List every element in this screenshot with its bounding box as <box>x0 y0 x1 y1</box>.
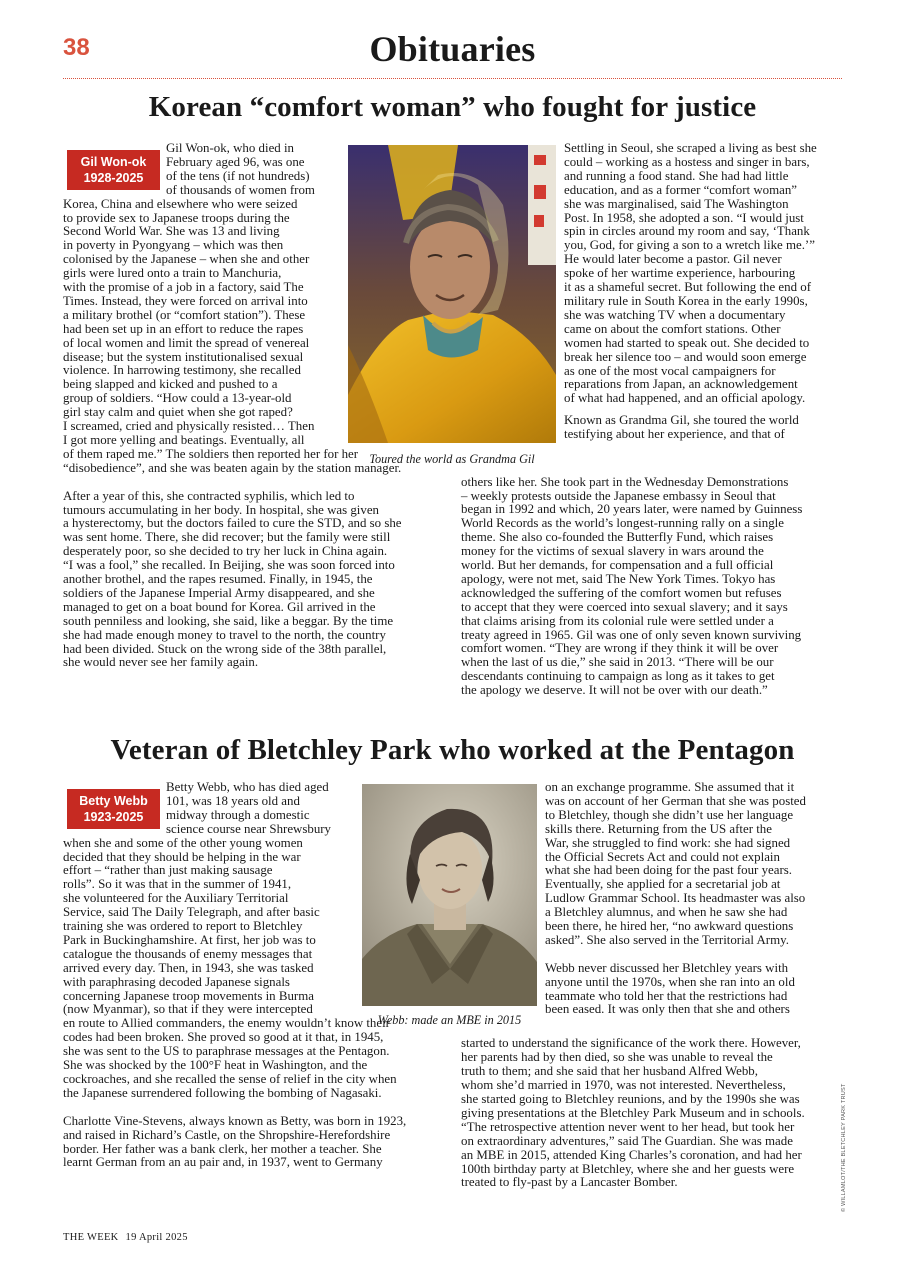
text-line: another brothel, and the rapes resumed. Finally, in 1945, the <box>63 572 373 587</box>
text-line: testifying about her experience, and that of <box>564 427 785 442</box>
text-line: with paraphrasing decoded Japanese signals <box>63 974 290 989</box>
text-line: of them raped me.” The soldiers then reported her for her <box>63 446 359 461</box>
text-line: world. But her demands, for compensation and a full official <box>461 558 774 573</box>
text-line: science course near Shrewsbury <box>166 821 332 836</box>
text-line: Second World War. She was 13 and living <box>63 224 280 239</box>
text-line: on an exchange programme. She assumed that it <box>545 780 795 794</box>
text-line: to provide sex to Japanese troops during the <box>63 210 290 225</box>
text-line: when she and some of the other young women <box>63 835 303 850</box>
text-line: of thousands of women from <box>166 182 315 197</box>
text-line: violence. In harrowing testimony, she recalled <box>63 363 301 378</box>
text-line: of the tens (if not hundreds) <box>166 168 310 183</box>
text-line: spin in circles around my room and say, ‘Thank <box>564 224 810 239</box>
text-line: on extraordinary adventures,” said The Guardian. She was made <box>461 1133 793 1148</box>
text-line: managed to get on a boat bound for Korea. Gil arrived in the <box>63 599 376 614</box>
publication-name: THE WEEK <box>63 1232 119 1243</box>
text-line: it as a shameful secret. But following the end of <box>564 280 812 295</box>
text-line: descendants continuing to campaign as long as it takes to get <box>461 669 775 684</box>
text-line: World Records as the world’s longest-running rally on a single <box>461 516 784 531</box>
text-line: “I was a fool,” she recalled. In Beijing, she was soon forced into <box>63 558 395 573</box>
text-line: treaty agreed in 1965. Gil was one of only seven known surviving <box>461 627 802 642</box>
text-line: of local women and limit the spread of venereal <box>63 335 310 350</box>
text-line: Webb never discussed her Bletchley years with <box>545 960 789 975</box>
text-line: colonised by the Japanese – when she and other <box>63 252 310 267</box>
text-line: she had made enough money to travel to the north, the country <box>63 627 386 642</box>
text-line: soldiers of the Japanese Imperial Army disappeared, and she <box>63 585 375 600</box>
article-1-headline: Korean “comfort woman” who fought for justice <box>148 91 757 123</box>
text-line: Betty Webb, who has died aged <box>166 780 329 794</box>
text-line: codes had been broken. She proved so good at it that, in 1945, <box>63 1030 384 1045</box>
text-line: border. Her father was a bank clerk, her mother a teacher. She <box>63 1141 382 1156</box>
text-line: apology, were not met, said The New York Times. Tokyo has <box>461 571 776 586</box>
text-line: had been divided. Stuck on the wrong side of the 38th parallel, <box>63 641 387 656</box>
text-line: “The retrospective attention never went to her head, but took her <box>461 1119 795 1134</box>
text-line: and raised in Richard’s Castle, on the Shropshire-Herefordshire <box>63 1127 391 1142</box>
text-line: cockroaches, and she recalled the sense of relief in the city when <box>63 1072 397 1086</box>
text-line: rolls”. So it was that in the summer of 1941, <box>63 877 292 892</box>
text-line: she started going to Bletchley reunions, and by the 1990s she was <box>461 1092 800 1107</box>
text-line: Gil Won-ok, who died in <box>166 141 294 155</box>
text-line: she was sent to the US to paraphrase messages at the Pentagon. <box>63 1044 390 1059</box>
text-line: comfort women. “They are wrong if they think it will be over <box>461 641 779 656</box>
text-line: Settling in Seoul, she scraped a living as best she <box>564 141 817 155</box>
text-line: military rule in South Korea in the early 1990s, <box>564 293 808 308</box>
text-line: concerning Japanese troop movements in Burma <box>63 988 314 1003</box>
article-1-photo-caption: Toured the world as Grandma Gil <box>369 452 535 466</box>
text-line: when the last of us die,” she said in 2013. “There will be our <box>461 655 774 670</box>
article-2-photo-caption: Webb: made an MBE in 2015 <box>377 1013 522 1027</box>
text-line: Charlotte Vine-Stevens, always known as Betty, was born in 1923, <box>63 1113 407 1128</box>
article-2-headline: Veteran of Bletchley Park who worked at the Pentagon <box>110 734 795 766</box>
text-line: Ludlow Grammar School. Its headmaster was also <box>545 891 806 906</box>
text-line: she would never see her family again. <box>63 655 259 670</box>
text-line: her parents had by then died, so she was unable to reveal the <box>461 1050 773 1065</box>
text-line: an MBE in 2015, attended King Charles’s coronation, and had her <box>461 1147 802 1162</box>
article-2-body-col1 <box>63 837 406 1171</box>
text-line: started to understand the significance of the work there. However, <box>461 1036 801 1051</box>
text-line: you, God, for giving a son to a wretch like me.’” <box>564 238 815 253</box>
text-line: tumours accumulating in her body. In hospital, she was given <box>63 502 379 517</box>
text-line: February aged 96, was one <box>166 154 305 169</box>
text-line: was on account of her German that she was posted <box>545 793 806 808</box>
article-1-name-badge <box>67 150 160 190</box>
text-line: catalogue the thousands of enemy messages that <box>63 946 313 961</box>
text-line: reparations from Japan, an acknowledgement <box>564 377 798 392</box>
text-line: being slapped and kicked and pushed to a <box>63 377 278 392</box>
text-line: with the promise of a job in a factory, said The <box>63 280 304 295</box>
paragraph-gap <box>545 948 806 962</box>
text-line: girls were lured onto a train to Manchuria, <box>63 266 282 281</box>
text-line: been there, he hired her, “no awkward questions <box>545 919 794 934</box>
text-line: War, she struggled to find work: she had signed <box>545 835 791 850</box>
text-line: effort – “rather than just making sausage <box>63 863 273 878</box>
text-line: money for the victims of sexual slavery in wars around the <box>461 544 764 559</box>
text-line: desperately poor, so she decided to try her luck in China again. <box>63 544 388 559</box>
text-line: 101, was 18 years old and <box>166 793 300 808</box>
text-line: truth to them; and she said that her husband Alfred Webb, <box>461 1064 758 1079</box>
text-line: Times. Instead, they were forced on arrival into <box>63 293 308 308</box>
text-line: Park in Buckinghamshire. At first, her job was to <box>63 932 316 947</box>
text-line: spoke of her wartime experience, harbouring <box>564 266 796 281</box>
text-line: break her silence too – and would soon emerge <box>564 349 807 364</box>
article-2-name-badge <box>67 789 160 829</box>
article-1-body-col1 <box>63 198 402 671</box>
text-line: came on about the comfort stations. Other <box>564 321 781 336</box>
badge-years: 1928-2025 <box>83 171 144 185</box>
text-line: was sent home. There, she did recover; but the family were still <box>63 530 391 545</box>
text-line: the Official Secrets Act and could not explain <box>545 849 780 864</box>
text-line: began in 1992 and which, 20 years later, were named by Guinness <box>461 502 803 517</box>
text-line: “disobedience”, and she was beaten again by the station manager. <box>63 460 402 475</box>
badge-name: Betty Webb <box>79 794 148 808</box>
text-line: what she had been doing for the past four years. <box>545 863 792 878</box>
page-footer <box>63 1232 188 1243</box>
text-line: en route to Allied commanders, the enemy wouldn’t know their <box>63 1016 390 1031</box>
text-line: whom she’d married in 1970, was not interested. Nevertheless, <box>461 1078 786 1093</box>
issue-date: 19 April 2025 <box>125 1232 188 1243</box>
paragraph-gap <box>63 476 402 490</box>
text-line: a Bletchley alumnus, and when he saw she had <box>545 905 788 920</box>
text-line: training she was ordered to report to Bletchley <box>63 919 303 934</box>
text-line: Eventually, she applied for a secretarial job at <box>545 877 781 892</box>
text-line: decided that they should be helping in the war <box>63 849 301 864</box>
text-line: south penniless and looking, she said, like a beggar. By the time <box>63 613 394 628</box>
text-line: She was shocked by the 100°F heat in Washington, and the <box>63 1058 368 1073</box>
text-line: education, and as a former “comfort woman” <box>564 182 798 197</box>
text-line: could – working as a hostess and singer in bars, <box>564 154 810 169</box>
text-line: a military brothel (or “comfort station”). These <box>63 307 306 322</box>
paragraph-gap <box>63 1101 406 1115</box>
text-line: girl stay calm and quiet when she got raped? <box>63 405 293 420</box>
text-line: and running a food stand. She had had little <box>564 168 789 183</box>
text-line: – weekly protests outside the Japanese embassy in Seoul that <box>461 488 776 503</box>
text-line: a hysterectomy, but the doctors failed to cure the STD, and so she <box>63 516 402 531</box>
text-line: arrived every day. Then, in 1943, she was tasked <box>63 960 314 975</box>
text-line: anyone until the 1970s, when she ran into an old <box>545 974 795 989</box>
article-1-body-col3 <box>564 142 817 442</box>
text-line: of what had happened, and an official apology. <box>564 391 806 406</box>
text-line: teammate who told her that the restrictions had <box>545 988 788 1003</box>
text-line: women had started to speak out. She decided to <box>564 335 810 350</box>
section-title: Obituaries <box>369 29 536 69</box>
text-line: acknowledged the suffering of the comfort women but refuses <box>461 585 782 600</box>
text-line: in poverty in Pyongyang – which was then <box>63 238 284 253</box>
text-line: she was watching TV when a documentary <box>564 307 786 322</box>
badge-name: Gil Won-ok <box>80 155 147 169</box>
text-line: had been set up in an effort to reduce the rapes <box>63 321 304 336</box>
text-line: the Japanese surrendered following the bombing of Nagasaki. <box>63 1085 382 1100</box>
text-line: she volunteered for the Auxiliary Territorial <box>63 891 289 906</box>
text-line: 100th birthday party at Bletchley, where she and her guests were <box>461 1161 795 1176</box>
text-line: to accept that they were coerced into sexual slavery; and it says <box>461 599 788 614</box>
text-line: learnt German from an au pair and, in 1937, went to Germany <box>63 1155 383 1170</box>
text-line: giving presentations at the Bletchley Park Museum and in schools. <box>461 1105 805 1120</box>
article-1-body <box>166 142 315 198</box>
page-number: 38 <box>63 34 90 61</box>
text-line: I got more yelling and beatings. Eventually, all <box>63 433 305 447</box>
text-line: He would later become a pastor. Gil never <box>564 252 782 267</box>
text-line: others like her. She took part in the Wednesday Demonstrations <box>461 474 789 489</box>
article-2-body-col3 <box>545 781 806 1017</box>
text-line: Post. In 1958, she adopted a son. “I would just <box>564 210 804 225</box>
text-line: to Bletchley, though she didn’t use her language <box>545 807 794 822</box>
header-divider <box>63 78 842 79</box>
text-line: theme. She also co-founded the Butterfly Fund, which raises <box>461 530 774 545</box>
text-line: After a year of this, she contracted syphilis, which led to <box>63 488 355 503</box>
text-line: disease; but the system institutionalised sexual <box>63 349 304 364</box>
text-line: she was marginalised, said The Washington <box>564 196 789 211</box>
text-line: treated to fly-past by a Lancaster Bomber. <box>461 1175 678 1190</box>
text-line: Known as Grandma Gil, she toured the world <box>564 413 799 428</box>
text-line: the apology we deserve. It will not be over with our death.” <box>461 683 768 698</box>
badge-years: 1923-2025 <box>83 810 144 824</box>
text-line: been eased. It was only then that she and others <box>545 1002 790 1017</box>
article-2-body-wide <box>461 1037 805 1190</box>
article-1-body-wide <box>461 476 802 699</box>
text-line: group of soldiers. “How could a 13-year-old <box>63 391 292 406</box>
text-line: (now Myanmar), so that if they were intercepted <box>63 1002 313 1017</box>
text-line: midway through a domestic <box>166 807 310 822</box>
text-line: skills there. Returning from the US after the <box>545 821 772 836</box>
text-line: I screamed, cried and physically resisted… Then <box>63 419 315 434</box>
photo-credit: © WILLAMLOT/THE BLETCHLEY PARK TRUST <box>841 1083 847 1212</box>
text-line: Korea, China and elsewhere who were seized <box>63 196 298 211</box>
article-2-body <box>166 781 331 837</box>
text-line: Service, said The Daily Telegraph, and after basic <box>63 905 320 920</box>
text-line: asked”. She also served in the Territorial Army. <box>545 932 789 947</box>
text-line: as one of the most vocal campaigners for <box>564 363 776 378</box>
text-line: that claims arising from its colonial rule were settled under a <box>461 613 774 628</box>
